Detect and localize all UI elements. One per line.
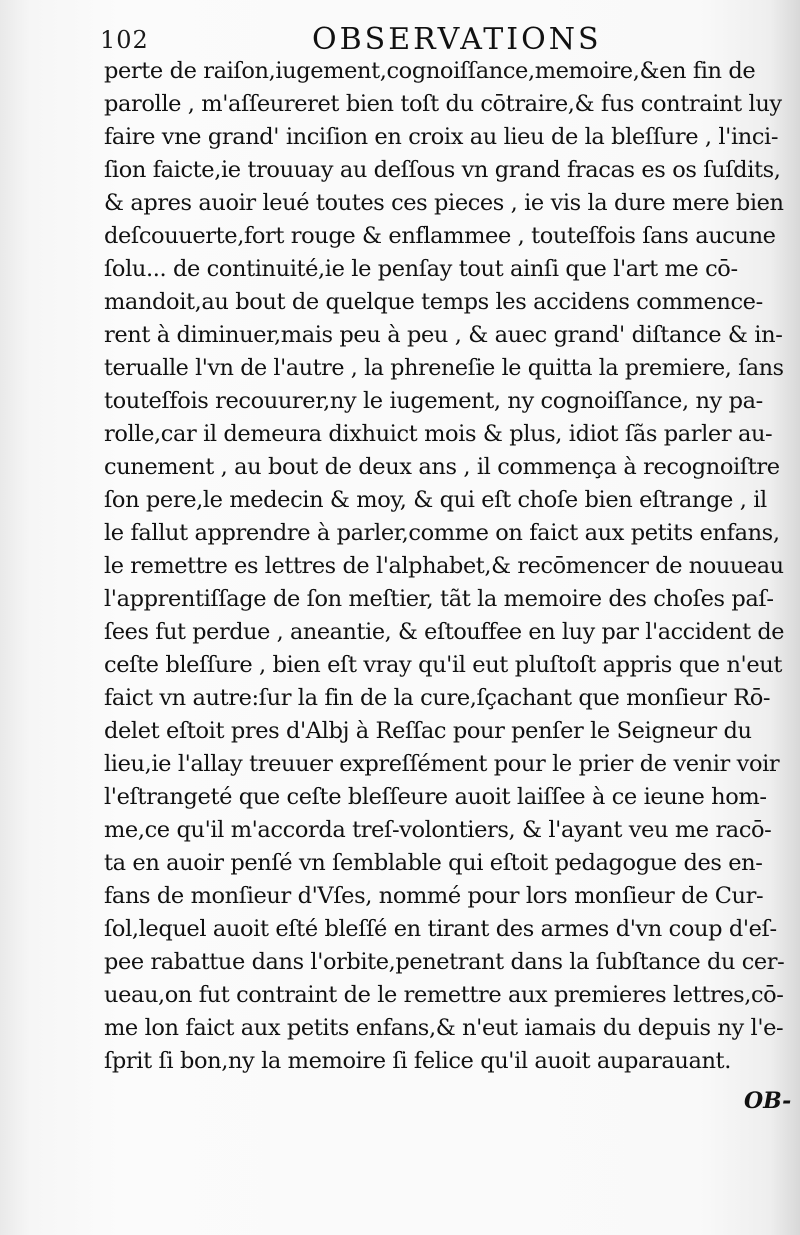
text-line: me lon faict aux petits enfans,& n'eut iamais du depuis ny l'e- (104, 1015, 784, 1041)
text-line: ſol,lequel auoit eſté bleſſé en tirant des armes d'vn coup d'eſ- (104, 916, 777, 942)
text-line: mandoit,au bout de quelque temps les accidens commence- (104, 289, 763, 315)
text-line: ſon pere,le medecin & moy, & qui eſt choſe bien eſtrange , il (104, 487, 767, 513)
text-line: l'eſtrangeté que ceſte bleſſeure auoit laiſſee à ce ieune hom- (104, 784, 767, 810)
text-line: fans de monſieur d'Vſes, nommé pour lors monſieur de Cur- (104, 883, 764, 909)
text-line: ta en auoir penſé vn ſemblable qui eſtoit pedagogue des en- (104, 850, 763, 876)
page-number: 102 (100, 26, 149, 54)
body-text (104, 55, 794, 1078)
text-line: cunement , au bout de deux ans , il commença à recognoiſtre (104, 454, 780, 480)
text-line: touteſfois recouurer,ny le iugement, ny cognoiſſance, ny pa- (104, 388, 763, 414)
text-line: ſolu... de continuité,ie le penſay tout ainſi que l'art me cō- (104, 256, 738, 282)
running-head: OBSERVATIONS (312, 22, 602, 57)
text-line: ceſte bleſſure , bien eſt vray qu'il eut pluſtoſt appris que n'eut (104, 652, 782, 678)
text-line: perte de raiſon,iugement,cognoiſſance,memoire,&en fin de (104, 58, 756, 84)
text-line: rent à diminuer,mais peu à peu , & auec grand' diſtance & in- (104, 322, 783, 348)
text-line: le fallut apprendre à parler,comme on faict aux petits enfans, (104, 520, 780, 546)
text-line: lieu,ie l'allay treuuer expreſſément pour le prier de venir voir (104, 751, 780, 777)
text-line: l'apprentiſſage de ſon meſtier, tãt la memoire des choſes paſ- (104, 586, 774, 612)
text-line: deſcouuerte,fort rouge & enflammee , touteſfois ſans aucune (104, 223, 776, 249)
text-line: terualle l'vn de l'autre , la phreneſie le quitta la premiere, ſans (104, 355, 784, 381)
text-line: pee rabattue dans l'orbite,penetrant dans la ſubſtance du cer- (104, 949, 785, 975)
text-line: ſees fut perdue , aneantie, & eſtouffee en luy par l'accident de (104, 619, 785, 645)
text-line: ſion faicte,ie trouuay au deſſous vn grand fracas es os ſuſdits, (104, 157, 781, 183)
text-line: faict vn autre:ſur la fin de la cure,ſçachant que monſieur Rō- (104, 685, 771, 711)
text-line: faire vne grand' inciſion en croix au lieu de la bleſſure , l'inci- (104, 124, 779, 150)
text-line: & apres auoir leué toutes ces pieces , ie vis la dure mere bien (104, 190, 784, 216)
catchword: OB- (744, 1088, 792, 1114)
text-line: delet eſtoit pres d'Albj à Reſſac pour penſer le Seigneur du (104, 718, 752, 744)
text-line: le remettre es lettres de l'alphabet,& recōmencer de nouueau (104, 553, 784, 579)
text-line: rolle,car il demeura dixhuict mois & plus, idiot ſãs parler au- (104, 421, 773, 447)
text-line: parolle , m'aſſeureret bien toſt du cōtraire,& fus contraint luy (104, 91, 782, 117)
text-line: ſprit ſi bon,ny la memoire ſi felice qu'il auoit auparauant. (104, 1048, 731, 1074)
text-line: me,ce qu'il m'accorda treſ-volontiers, & l'ayant veu me racō- (104, 817, 772, 843)
text-line: ueau,on fut contraint de le remettre aux premieres lettres,cō- (104, 982, 784, 1008)
